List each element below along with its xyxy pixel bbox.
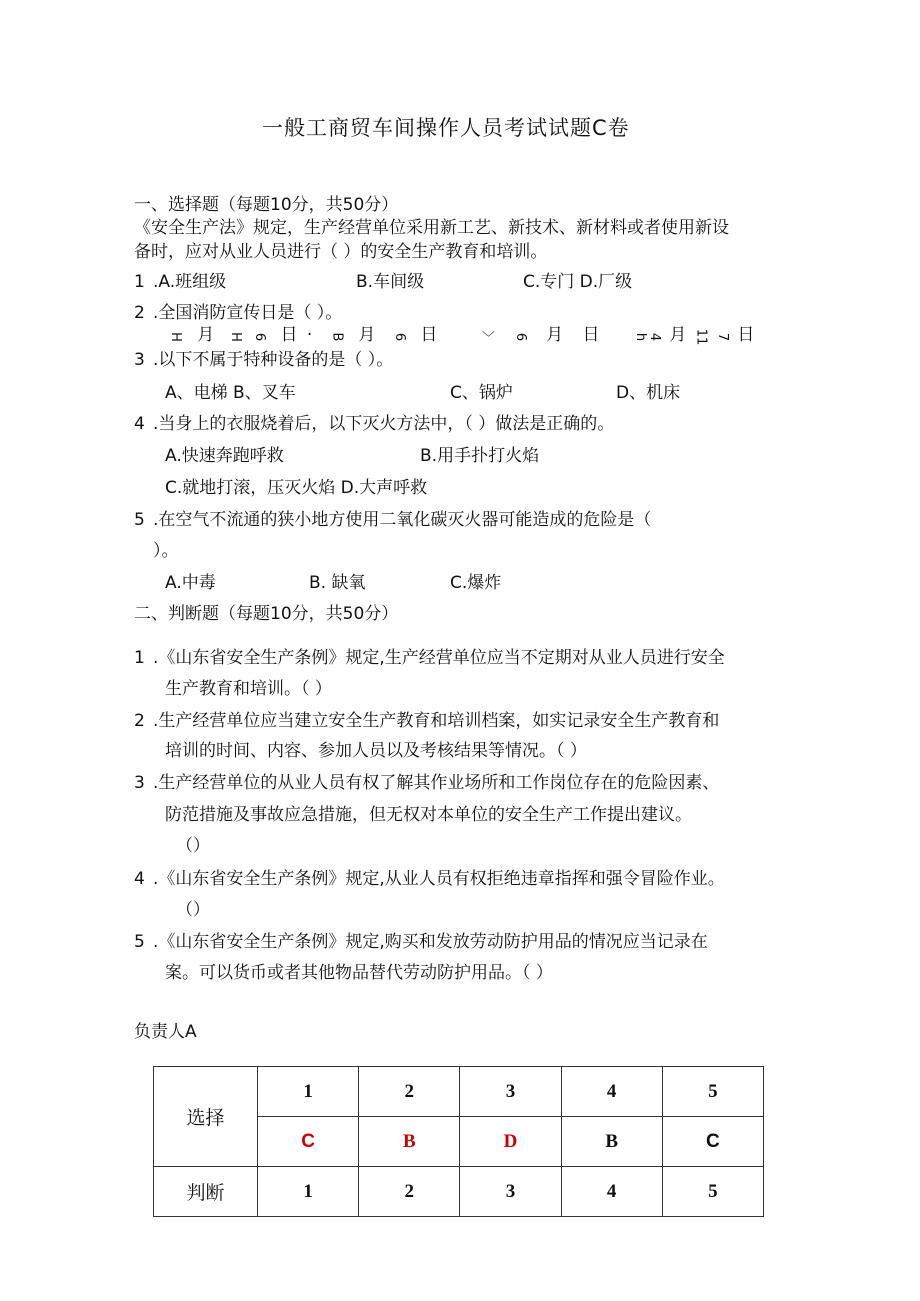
table-cell: 2 <box>359 1067 460 1117</box>
j3-line-2: 防范措施及事故应急措施，但无权对本单位的安全生产工作提出建议。 <box>165 805 692 825</box>
j5-number: 5 <box>134 932 145 952</box>
q3-option-c: C、锅炉 <box>450 383 513 403</box>
j2-number: 2 <box>134 711 145 731</box>
j3-line-1: .生产经营单位的从业人员有权了解其作业场所和工作岗位存在的危险因素、 <box>153 773 720 793</box>
table-cell: 5 <box>662 1067 763 1117</box>
table-cell: 5 <box>662 1167 763 1217</box>
glyph: 月 <box>669 325 687 345</box>
page-title: 一般工商贸车间操作人员考试试题C卷 <box>262 116 630 140</box>
table-row <box>154 1067 764 1117</box>
table-cell: 1 <box>258 1067 359 1117</box>
q2-number: 2 <box>134 303 145 323</box>
table-cell: 3 <box>460 1167 561 1217</box>
answer-cell: B <box>561 1117 662 1167</box>
glyph: 日 <box>280 325 298 345</box>
q1-option-b: B.车间级 <box>356 272 425 292</box>
section1-heading: 一、选择题（每题10分，共50分） <box>134 195 399 215</box>
q4-option-b: B.用手扑打火焰 <box>420 446 540 466</box>
glyph: 6 <box>391 332 407 342</box>
glyph: 日 <box>582 325 600 345</box>
choice-label: 选择 <box>154 1067 258 1167</box>
q5-text: .在空气不流通的狭小地方使用二氧化碳灭火器可能造成的危险是（ <box>153 510 652 530</box>
glyph: 日 <box>420 325 438 345</box>
table-cell: 4 <box>561 1167 662 1217</box>
q1-option-cd: C.专门 D.厂级 <box>523 272 633 292</box>
glyph: 7 <box>714 332 730 342</box>
q2-option-c <box>480 323 600 349</box>
table-cell: 1 <box>258 1167 359 1217</box>
intro-line-2: 备时，应对从业人员进行（ ）的安全生产教育和培训。 <box>134 242 548 262</box>
q1-number: 1 <box>134 272 145 292</box>
person-in-charge: 负责人A <box>134 1022 197 1042</box>
glyph: 日 <box>737 325 755 345</box>
glyph: 月 <box>197 325 215 345</box>
answer-cell: D <box>460 1117 561 1167</box>
j5-line-1: .《山东省安全生产条例》规定,购买和发放劳动防护用品的情况应当记录在 <box>153 932 708 952</box>
glyph: H <box>227 332 243 342</box>
q5-option-b: B. 缺氧 <box>309 573 366 593</box>
q3-option-ab: A、电梯 B、叉车 <box>165 383 296 403</box>
j4-line-1: .《山东省安全生产条例》规定,从业人员有权拒绝违章指挥和强令冒险作业。 <box>153 869 725 889</box>
glyph: 6 <box>251 332 267 342</box>
glyph: 〉 <box>479 330 495 344</box>
q5-text-cont: ）。 <box>153 541 179 561</box>
answer-table <box>153 1066 764 1217</box>
j1-line-2: 生产教育和培训。（ ） <box>165 679 332 699</box>
j4-line-2: （） <box>176 900 210 920</box>
table-cell: 2 <box>359 1167 460 1217</box>
j1-number: 1 <box>134 648 145 668</box>
answer-cell: C <box>258 1117 359 1167</box>
glyph: h <box>633 332 649 342</box>
glyph: 4 <box>646 332 662 342</box>
table-row <box>154 1167 764 1217</box>
j1-line-1: .《山东省安全生产条例》规定,生产经营单位应当不定期对从业人员进行安全 <box>153 648 725 668</box>
q4-option-a: A.快速奔跑呼救 <box>165 446 284 466</box>
glyph: B <box>329 332 345 342</box>
j2-line-2: 培训的时间、内容、参加人员以及考核结果等情况。（ ） <box>165 741 587 761</box>
q5-option-c: C.爆炸 <box>450 573 502 593</box>
q2-option-b <box>329 323 438 349</box>
answer-cell: B <box>359 1117 460 1167</box>
q2-text: .全国消防宣传日是（ ）。 <box>153 303 343 323</box>
glyph: · <box>306 325 313 345</box>
table-cell: 4 <box>561 1067 662 1117</box>
j4-number: 4 <box>134 869 145 889</box>
q4-option-cd: C.就地打滚，压灭火焰 D.大声呼救 <box>165 478 428 498</box>
q4-number: 4 <box>134 414 145 434</box>
q3-text: .以下不属于特种设备的是（ ）。 <box>153 350 394 370</box>
q5-option-a: A.中毒 <box>165 573 216 593</box>
j3-line-3: （） <box>176 836 210 856</box>
j2-line-1: .生产经营单位应当建立安全生产教育和培训档案，如实记录安全生产教育和 <box>153 711 720 731</box>
q5-number: 5 <box>134 510 145 530</box>
j3-number: 3 <box>134 773 145 793</box>
q3-option-d: D、机床 <box>616 383 681 403</box>
glyph: H <box>167 332 183 342</box>
table-cell: 3 <box>460 1067 561 1117</box>
glyph: 月 <box>546 325 564 345</box>
q2-option-d <box>633 323 755 349</box>
q1-option-a: .A.班组级 <box>153 272 227 292</box>
glyph: 6 <box>513 332 529 342</box>
q2-option-a <box>167 323 313 349</box>
judge-label: 判断 <box>154 1167 258 1217</box>
glyph: 11 <box>693 328 709 346</box>
intro-line-1: 《安全生产法》规定，生产经营单位采用新工艺、新技术、新材料或者使用新设 <box>134 218 729 238</box>
glyph: 月 <box>358 325 376 345</box>
answer-cell: C <box>662 1117 763 1167</box>
j5-line-2: 案。可以货币或者其他物品替代劳动防护用品。（ ） <box>165 963 553 983</box>
q4-text: .当身上的衣服烧着后，以下灭火方法中，（ ）做法是正确的。 <box>153 414 615 434</box>
q3-number: 3 <box>134 350 145 370</box>
section2-heading: 二、判断题（每题10分，共50分） <box>134 604 399 624</box>
